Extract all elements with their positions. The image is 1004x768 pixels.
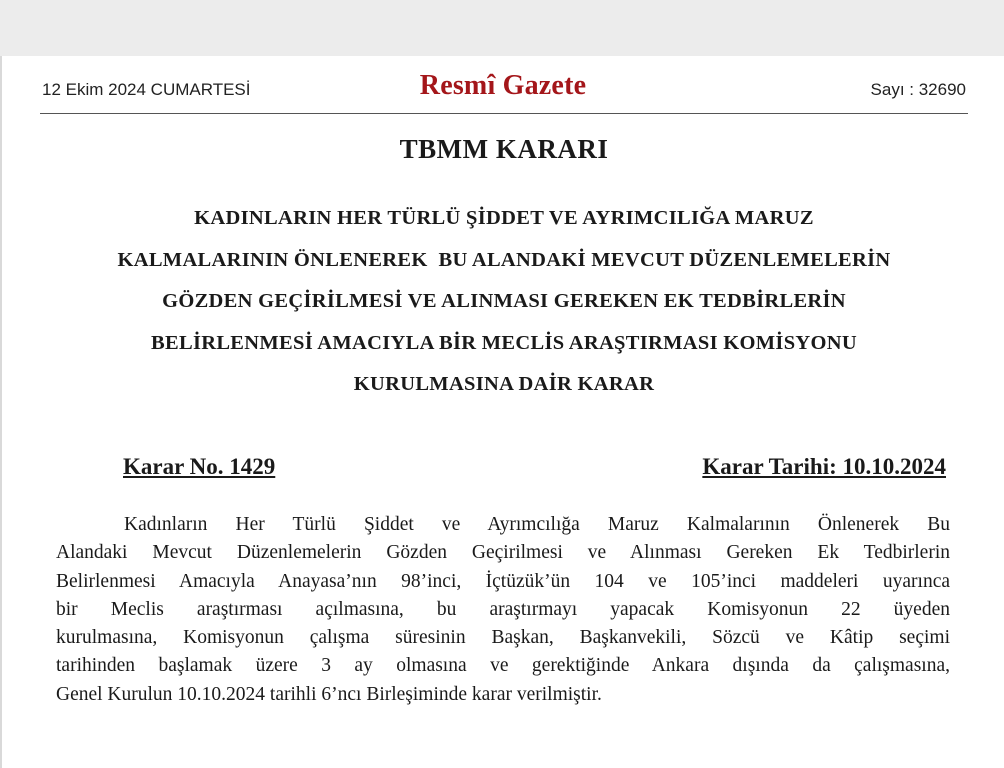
- document-page: [0, 56, 1004, 768]
- body-line: Kadınların Her Türlü Şiddet ve Ayrımcılığa Maruz Kalmalarının Önlenerek Bu: [124, 514, 950, 535]
- masthead-divider: [40, 113, 968, 114]
- issue-number: Sayı : 32690: [870, 80, 966, 99]
- decision-date: Karar Tarihi: 10.10.2024: [702, 454, 946, 479]
- subject-line: GÖZDEN GEÇİRİLMESİ VE ALINMASI GEREKEN EK TEDBİRLERİN: [162, 290, 846, 312]
- body-line: kurulmasına, Komisyonun çalışma süresinin Başkan, Başkanvekili, Sözcü ve Kâtip seçimi: [56, 627, 950, 649]
- body-line: Alandaki Mevcut Düzenlemelerin Gözden Geçirilmesi ve Alınması Gereken Ek Tedbirlerin: [56, 542, 950, 564]
- body-line: tarihinden başlamak üzere 3 ay olmasına ve gerektiğinde Ankara dışında da çalışmasına,: [56, 655, 950, 677]
- body-line: Genel Kurulun 10.10.2024 tarihli 6’ncı Birleşiminde karar verilmiştir.: [56, 683, 602, 705]
- subject-line: BELİRLENMESİ AMACIYLA BİR MECLİS ARAŞTIRMASI KOMİSYONU: [151, 331, 857, 354]
- body-line: bir Meclis araştırması açılmasına, bu araştırmayı yapacak Komisyonun 22 üyeden: [56, 598, 950, 620]
- screen-top-band: [0, 0, 1004, 56]
- decision-subject: [42, 198, 966, 406]
- masthead: [40, 70, 966, 110]
- decision-number: Karar No. 1429: [123, 454, 276, 479]
- body-line: Belirlenmesi Amacıyla Anayasa’nın 98’inci, İçtüzük’ün 104 ve 105’inci maddeleri uyarınca: [56, 570, 950, 592]
- publication-title: Resmî Gazete: [419, 70, 587, 101]
- subject-line: KALMALARININ ÖNLENEREK BU ALANDAKİ MEVCUT DÜZENLEMELERİN: [117, 248, 891, 271]
- publication-date: 12 Ekim 2024 CUMARTESİ: [42, 80, 251, 99]
- document-heading: TBMM KARARI: [399, 134, 609, 164]
- decision-body: [56, 511, 950, 709]
- subject-line: KURULMASINA DAİR KARAR: [353, 373, 655, 395]
- subject-line: KADINLARIN HER TÜRLÜ ŞİDDET VE AYRIMCILIĞA MARUZ: [194, 207, 814, 229]
